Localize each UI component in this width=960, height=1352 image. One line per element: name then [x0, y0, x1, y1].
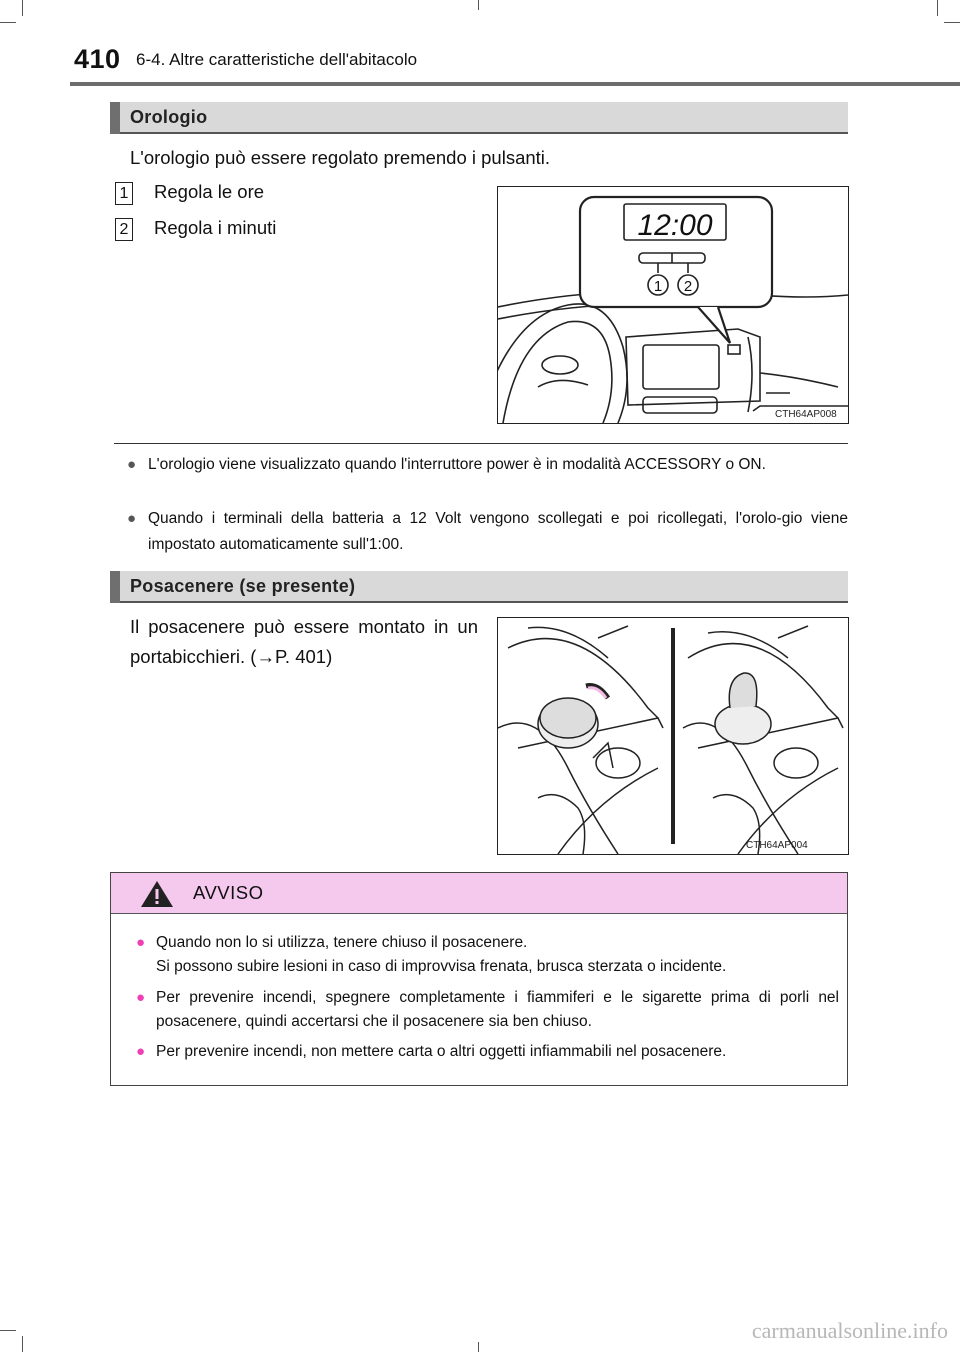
crop-mark: [478, 1342, 479, 1352]
ashtray-figure: [497, 617, 849, 855]
clock-figure: [497, 186, 849, 424]
callout-2: 2: [683, 278, 693, 295]
section-header-ashtray: [110, 571, 848, 603]
bullet-icon: ●: [136, 934, 146, 951]
figure-code: CTH64AP008: [775, 409, 837, 420]
section-bar: [110, 571, 120, 603]
crop-mark: [22, 1336, 23, 1352]
section-header-clock: [110, 102, 848, 134]
clock-intro: L'orologio può essere regolato premendo i pulsanti.: [130, 147, 551, 168]
warning-title: AVVISO: [193, 882, 264, 903]
clock-display-text: 12:00: [637, 209, 713, 242]
page-number: 410: [74, 44, 121, 74]
section-divider: [114, 443, 848, 444]
warning-header: [111, 873, 847, 914]
crop-mark: [937, 0, 938, 16]
crop-mark: [22, 0, 23, 16]
step-label-1: Regola le ore: [154, 181, 265, 202]
bullet-icon: ●: [127, 456, 137, 473]
callout-1: 1: [653, 278, 663, 295]
step-label-2: Regola i minuti: [154, 217, 277, 238]
section-bar: [110, 102, 120, 134]
warning-item: ● Quando non lo si utilizza, tenere chiuso il posacenere.: [139, 931, 839, 955]
bullet-icon: ●: [127, 510, 137, 527]
crop-mark: [0, 1330, 16, 1331]
warning-box: [110, 872, 848, 1086]
warning-icon: [139, 879, 175, 909]
crop-mark: [478, 0, 479, 10]
step-number-2: 2: [115, 218, 133, 241]
crop-mark: [944, 22, 960, 23]
watermark: carmanualsonline.info: [751, 1318, 948, 1343]
section-title: Orologio: [130, 107, 208, 127]
figure-code: CTH64AP004: [746, 840, 808, 851]
warning-item-continuation: Si possono subire lesioni in caso di improvvisa frenata, brusca sterzata o incidente.: [156, 958, 727, 975]
bullet-icon: ●: [136, 989, 146, 1006]
warning-item: ● Per prevenire incendi, spegnere completamente i fiammiferi e le sigarette prima di porli nel posacenere, quindi accertarsi che il posacenere sia ben chiuso.: [139, 986, 839, 1034]
ashtray-illustration: [498, 618, 848, 854]
bullet-icon: ●: [136, 1043, 146, 1060]
note-item: ● Quando i terminali della batteria a 12 Volt vengono scollegati e poi ricollegati, l'orolo-gio viene impostato automaticamente sull'1:00.: [131, 506, 848, 558]
dashboard-illustration: [498, 187, 848, 423]
step-number-1: 1: [115, 182, 133, 205]
ashtray-text: Il posacenere può essere montato in un portabicchieri. (→P. 401): [130, 616, 478, 667]
crop-mark: [0, 22, 16, 23]
chapter-title: 6-4. Altre caratteristiche dell'abitacolo: [136, 50, 418, 69]
section-title: Posacenere (se presente): [130, 576, 356, 596]
warning-item: ● Per prevenire incendi, non mettere carta o altri oggetti infiammabili nel posacenere.: [139, 1040, 839, 1064]
note-item: ● L'orologio viene visualizzato quando l'interruttore power è in modalità ACCESSORY o ON.: [131, 452, 848, 478]
header-rule: [70, 82, 960, 86]
